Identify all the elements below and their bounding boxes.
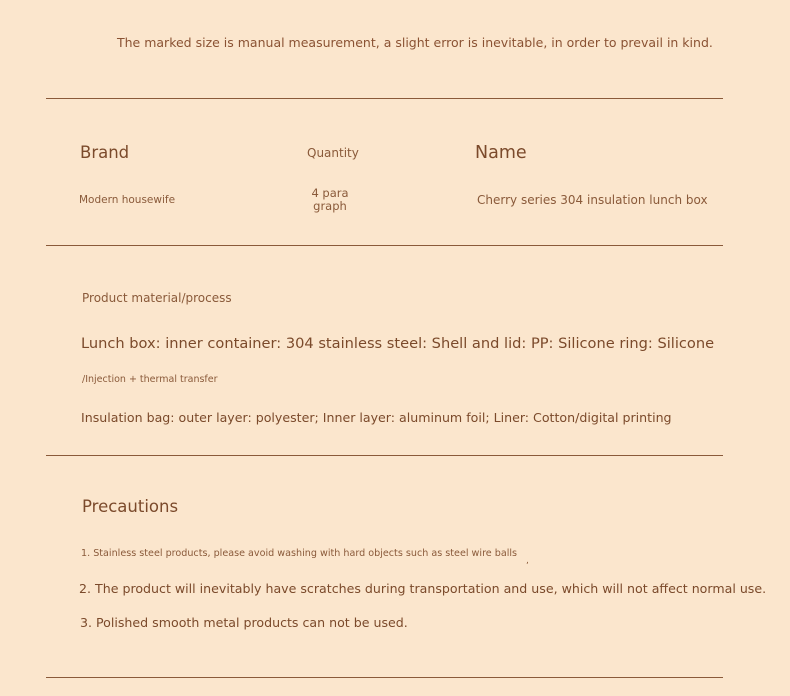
brand-value: Modern housewife — [79, 194, 176, 206]
quantity-value-line1: 4 para — [311, 186, 349, 200]
stray-mark: , — [526, 556, 529, 566]
measurement-note: The marked size is manual measurement, a slight error is inevitable, in order to prevail in kind. — [117, 35, 713, 50]
material-insulation-bag: Insulation bag: outer layer: polyester; Inner layer: aluminum foil; Liner: Cotton/digital printing — [81, 410, 672, 425]
brand-header: Brand — [80, 143, 130, 162]
quantity-value-line2: graph — [313, 199, 347, 213]
material-title: Product material/process — [82, 291, 232, 305]
material-lunch-box: Lunch box: inner container: 304 stainless steel: Shell and lid: PP: Silicone ring: Silicone — [81, 335, 715, 352]
quantity-header: Quantity — [307, 146, 359, 160]
divider-material — [46, 455, 723, 456]
quantity-value — [306, 187, 354, 213]
precaution-item-3: 3. Polished smooth metal products can not be used. — [80, 615, 408, 630]
precaution-item-2: 2. The product will inevitably have scratches during transportation and use, which will not affect normal use. — [79, 581, 767, 596]
precaution-item-1: 1. Stainless steel products, please avoid washing with hard objects such as steel wire balls — [81, 548, 518, 559]
name-header: Name — [475, 143, 527, 163]
name-value: Cherry series 304 insulation lunch box — [477, 193, 708, 207]
divider-bottom — [46, 677, 723, 678]
divider-spec — [46, 245, 723, 246]
material-process: /Injection + thermal transfer — [82, 374, 218, 385]
divider-top — [46, 98, 723, 99]
precautions-title: Precautions — [82, 497, 179, 516]
